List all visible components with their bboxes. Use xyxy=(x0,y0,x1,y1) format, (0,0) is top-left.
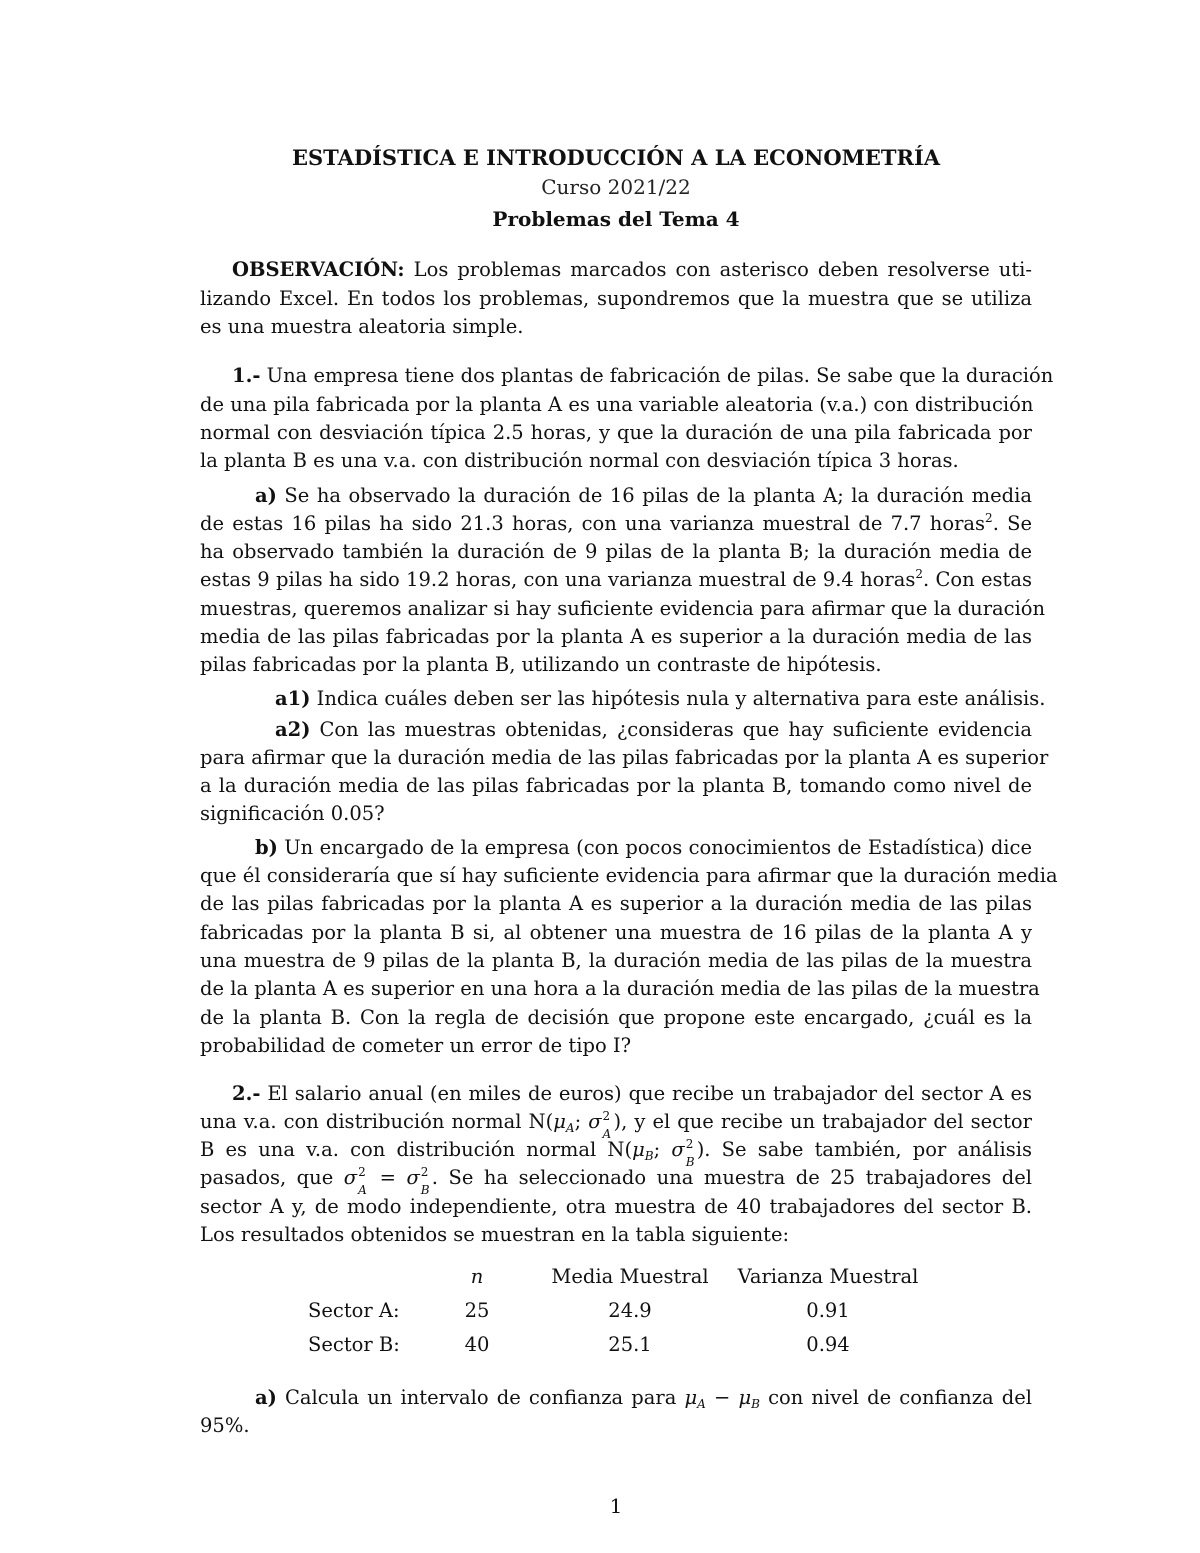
page-number: 1 xyxy=(609,1494,623,1518)
problem2-a-label: a) xyxy=(255,1386,277,1409)
observation-line-3: es una muestra aleatoria simple. xyxy=(200,315,524,338)
problem1-b-line-3: de las pilas fabricadas por la planta A es superior a la duración media de las pilas xyxy=(200,892,1032,915)
table-row-label: Sector B: xyxy=(308,1333,400,1356)
document-subtitle: Problemas del Tema 4 xyxy=(492,207,740,231)
problem1-a-label: a) xyxy=(255,484,277,507)
table-header-n: n xyxy=(470,1265,484,1288)
document-title: ESTADÍSTICA E INTRODUCCIÓN A LA ECONOMETRÍA xyxy=(291,145,941,170)
problem2-line-4: pasados, que σ 2 A = σ 2 B . Se ha seleccionado una muestra de 25 trabajadores del xyxy=(200,1165,1033,1197)
problem1-a2-label: a2) xyxy=(275,718,311,741)
problem1-b-line-6: de la planta A es superior en una hora a la duración media de las pilas de la muestra xyxy=(200,977,1040,1000)
problem1-a-line-7: pilas fabricadas por la planta B, utilizando un contraste de hipótesis. xyxy=(200,653,882,676)
problem1-b-line-4: fabricadas por la planta B si, al obtener una muestra de 16 pilas de la planta A y xyxy=(200,921,1032,944)
problem2-a-line-2: 95%. xyxy=(200,1414,250,1437)
problem1-a2-line-2: para afirmar que la duración media de las pilas fabricadas por la planta A es superior xyxy=(200,746,1049,769)
problem1-b-line-5: una muestra de 9 pilas de la planta B, la duración media de las pilas de la muestra xyxy=(200,949,1032,972)
table-cell: 24.9 xyxy=(608,1299,652,1322)
observation-line-1: OBSERVACIÓN: Los problemas marcados con asterisco deben resolverse uti- xyxy=(232,258,1032,281)
problem1-b-line-1: b) Un encargado de la empresa (con pocos conocimientos de Estadística) dice xyxy=(255,836,1033,859)
course-year: Curso 2021/22 xyxy=(541,175,691,199)
problem2-line-5: sector A y, de modo independiente, otra muestra de 40 trabajadores del sector B. xyxy=(200,1195,1032,1218)
problem1-a2-line-3: a la duración media de las pilas fabricadas por la planta B, tomando como nivel de xyxy=(200,774,1032,797)
observation-label: OBSERVACIÓN: xyxy=(232,258,405,281)
table-cell: 0.91 xyxy=(806,1299,850,1322)
problem2-line-3: B es una v.a. con distribución normal $N(\mu_B$; σ 2 B ). Se sabe también, por análisis xyxy=(200,1137,1032,1169)
problem1-line-1: 1.- Una empresa tiene dos plantas de fabricación de pilas. Se sabe que la duración xyxy=(232,364,1054,387)
problem1-a2-line-1: a2) Con las muestras obtenidas, ¿consideras que hay suficiente evidencia xyxy=(275,718,1033,741)
table-row-label: Sector A: xyxy=(308,1299,400,1322)
problem1-number: 1.- xyxy=(232,364,261,387)
problem1-a-line-1: a) Se ha observado la duración de 16 pilas de la planta A; la duración media xyxy=(255,484,1033,507)
problem1-line-2: de una pila fabricada por la planta A es una variable aleatoria (v.a.) con distribución xyxy=(200,393,1034,416)
table-cell: 40 xyxy=(464,1333,490,1356)
problem1-a-line-5: muestras, queremos analizar si hay suficiente evidencia para afirmar que la duración xyxy=(200,597,1046,620)
problem1-a1: a1) Indica cuáles deben ser las hipótesis nula y alternativa para este análisis. xyxy=(275,687,1046,710)
problem2-number: 2.- xyxy=(232,1082,261,1105)
problem1-a-line-3: ha observado también la duración de 9 pilas de la planta B; la duración media de xyxy=(200,540,1032,563)
problem2-a-line-1: a) Calcula un intervalo de confianza para $\mu_A - \mu_B$ con nivel de confianza del xyxy=(255,1386,1032,1411)
table-cell: 25.1 xyxy=(608,1333,652,1356)
table-header-mean: Media Muestral xyxy=(551,1265,709,1288)
problem1-line-4: la planta B es una v.a. con distribución normal con desviación típica 3 horas. xyxy=(200,449,959,472)
problem1-a-line-4: estas 9 pilas ha sido 19.2 horas, con una varianza muestral de 9.4 horas$^2$. Con estas xyxy=(200,567,1032,591)
problem1-b-line-7: de la planta B. Con la regla de decisión que propone este encargado, ¿cuál es la xyxy=(200,1006,1032,1029)
problem2-line-1: 2.- El salario anual (en miles de euros) que recibe un trabajador del sector A es xyxy=(232,1082,1032,1105)
table-cell: 0.94 xyxy=(806,1333,850,1356)
problem1-a2-line-4: significación 0.05? xyxy=(200,802,385,825)
problem1-a-line-2: de estas 16 pilas ha sido 21.3 horas, con una varianza muestral de 7.7 horas$^2$. Se xyxy=(200,511,1032,535)
problem1-b-line-8: probabilidad de cometer un error de tipo I? xyxy=(200,1034,632,1057)
problem1-line-3: normal con desviación típica 2.5 horas, y que la duración de una pila fabricada por xyxy=(200,421,1032,444)
table-cell: 25 xyxy=(464,1299,490,1322)
problem1-a1-label: a1) xyxy=(275,687,311,710)
problem1-b-line-2: que él consideraría que sí hay suficiente evidencia para afirmar que la duración media xyxy=(200,864,1058,887)
table-header-variance: Varianza Muestral xyxy=(737,1265,919,1288)
problem2-line-2: una v.a. con distribución normal $N(\mu_A$; σ 2 A ), y el que recibe un trabajador del sector xyxy=(200,1109,1032,1141)
problem2-line-6: Los resultados obtenidos se muestran en la tabla siguiente: xyxy=(200,1223,790,1246)
problem1-a-line-6: media de las pilas fabricadas por la planta A es superior a la duración media de las xyxy=(200,625,1032,648)
problem1-b-label: b) xyxy=(255,836,278,859)
document-page xyxy=(200,0,1058,1553)
observation-line-2: lizando Excel. En todos los problemas, supondremos que la muestra que se utiliza xyxy=(200,287,1032,310)
